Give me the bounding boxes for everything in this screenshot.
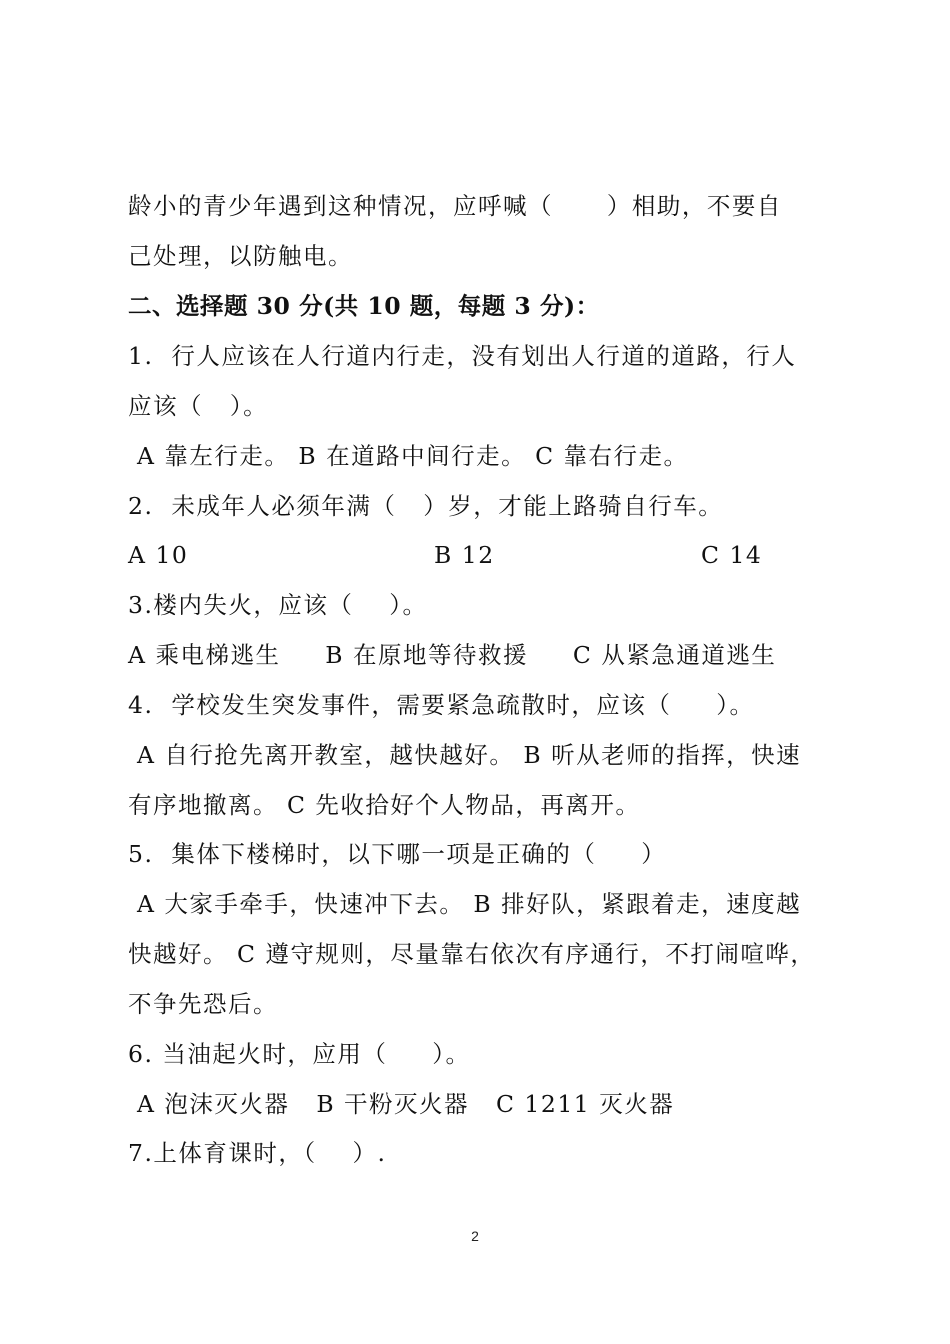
question-2-options [128,540,828,570]
question-2: 2. 未成年人必须年满（ ）岁，才能上路骑自行车。 [128,492,724,520]
text-line: 应该（ ）。 [128,392,269,420]
text-line: 有序地撤离。 C 先收拾好个人物品，再离开。 [128,791,641,819]
page-number: 2 [471,1228,479,1244]
question-1-options: A 靠左行走。 B 在道路中间行走。 C 靠右行走。 [128,442,689,470]
question-6: 6. 当油起火时，应用（ ）。 [128,1040,471,1068]
option-a: A 10 [128,541,189,569]
question-1: 1. 行人应该在人行道内行走，没有划出人行道的道路，行人 [128,342,797,370]
question-5-options: A 大家手牵手，快速冲下去。 B 排好队，紧跟着走，速度越 [128,890,802,918]
question-5: 5. 集体下楼梯时，以下哪一项是正确的（ ） [128,840,667,868]
question-4-options: A 自行抢先离开教室，越快越好。 B 听从老师的指挥，快速 [128,741,802,769]
option-b: B 12 [434,541,495,569]
text-line: 不争先恐后。 [128,990,278,1018]
option-c: C 14 [701,541,763,569]
question-4: 4. 学校发生突发事件，需要紧急疏散时，应该（ ）。 [128,691,755,719]
question-6-options: A 泡沫灭火器 B 干粉灭火器 C 1211 灭火器 [128,1090,675,1118]
text-line: 己处理，以防触电。 [128,242,353,270]
question-3: 3.楼内失火，应该（ ）。 [128,591,428,619]
text-line: 龄小的青少年遇到这种情况，应呼喊（ ）相助，不要自 [128,192,782,220]
text-line: 快越好。 C 遵守规则，尽量靠右依次有序通行，不打闹喧哗， [128,940,816,968]
section-heading: 二、选择题 30 分(共 10 题，每题 3 分)： [128,292,600,320]
question-3-options: A 乘电梯逃生 B 在原地等待救援 C 从紧急通道逃生 [128,641,777,669]
question-7: 7.上体育课时，（ ）. [128,1139,387,1167]
